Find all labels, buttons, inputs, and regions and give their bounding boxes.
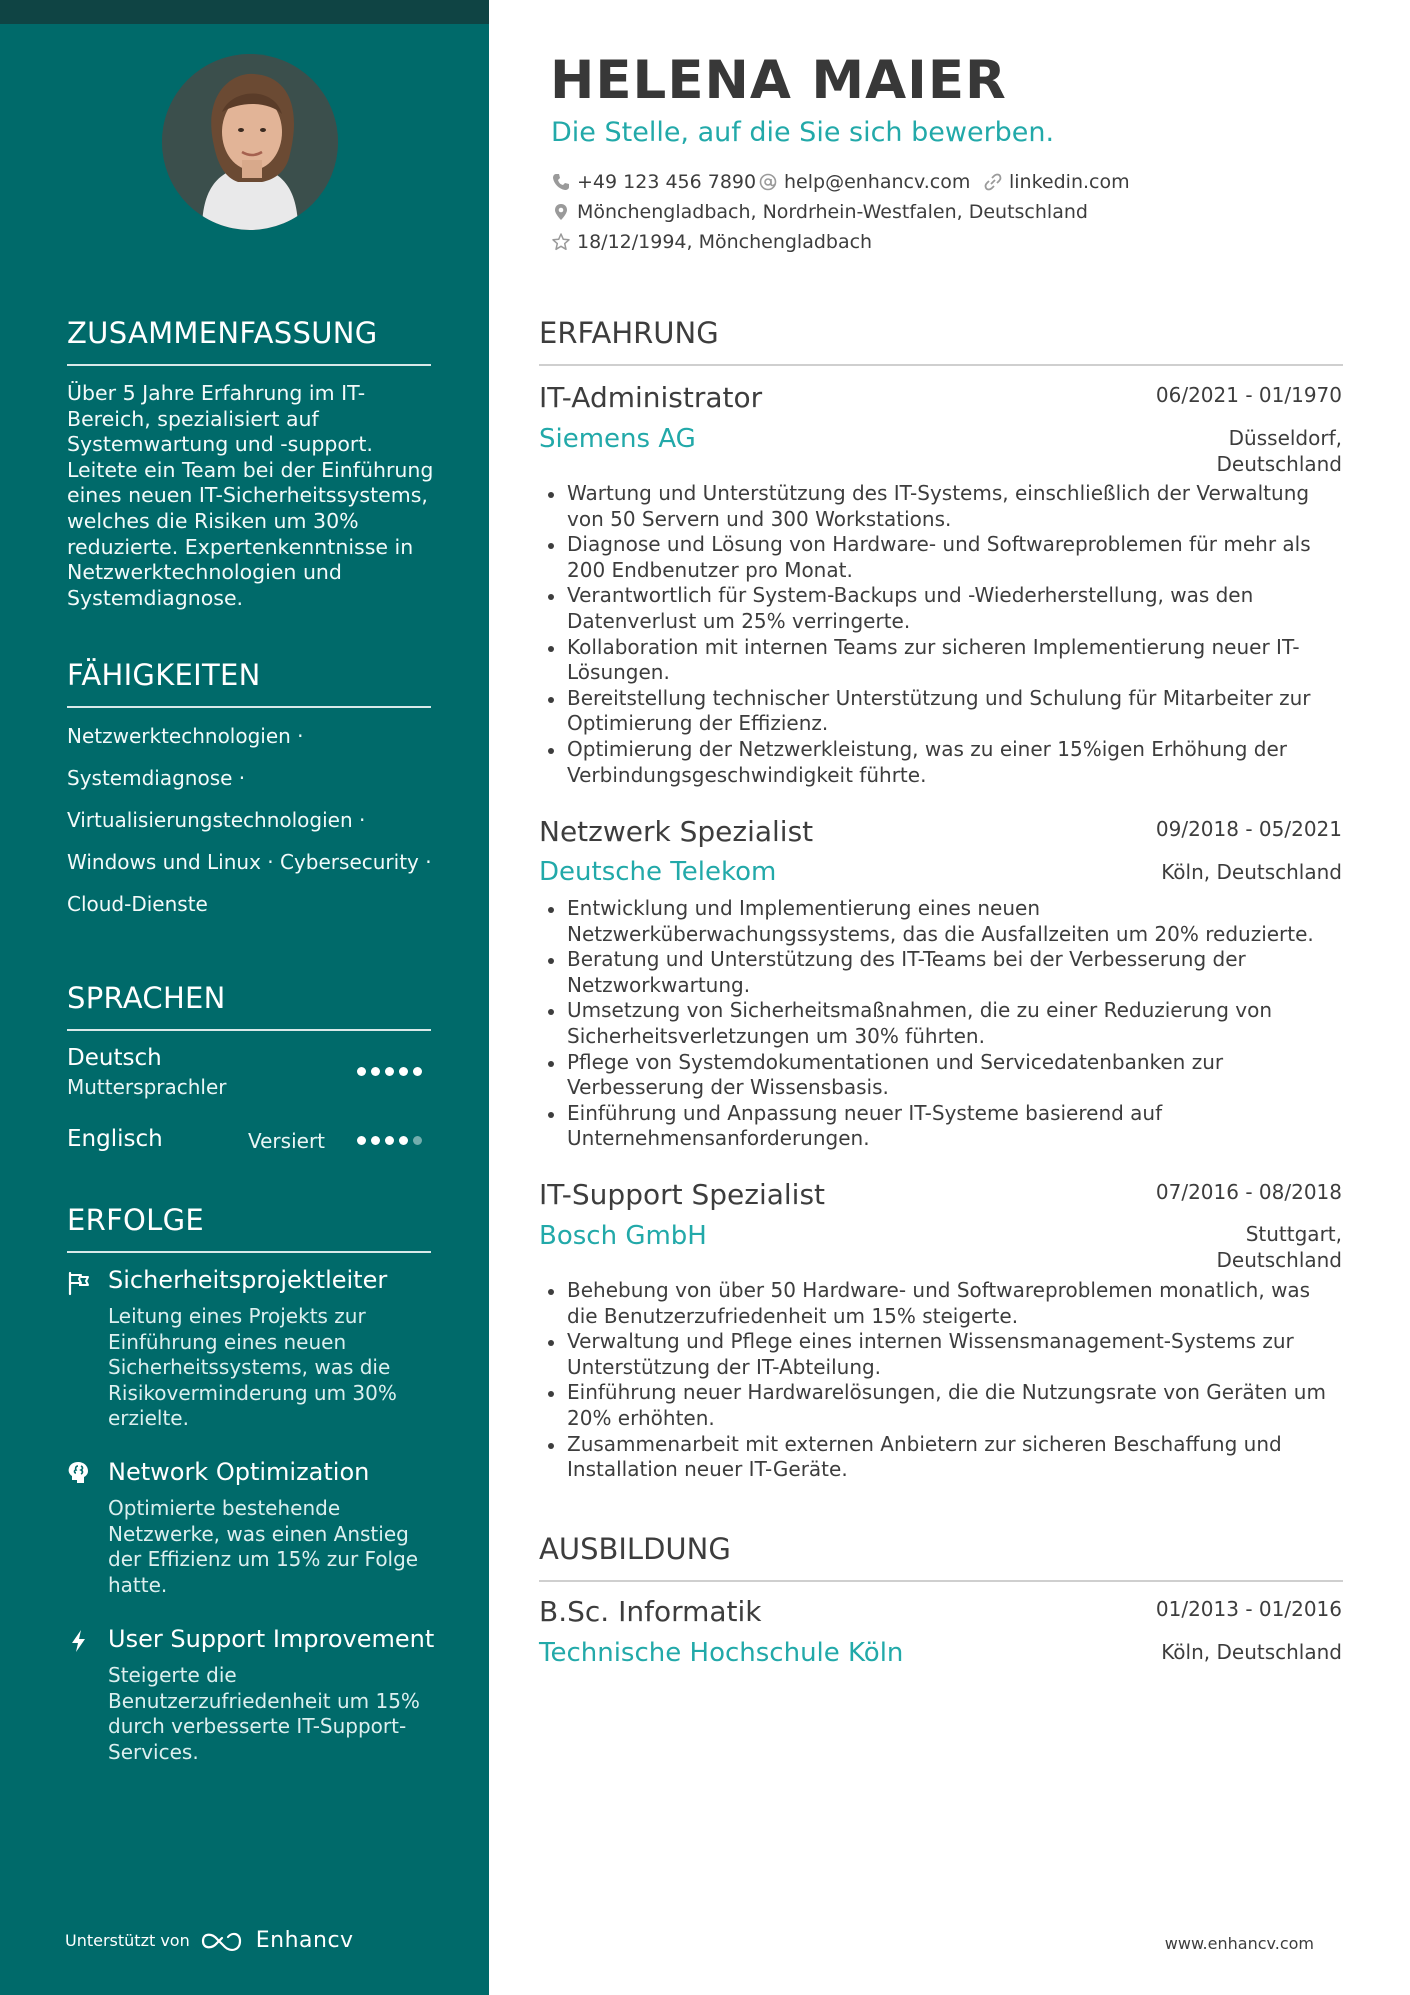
job-company: Bosch GmbH [539, 1221, 707, 1251]
education-location: Köln, Deutschland [1161, 1640, 1342, 1664]
list-item: Verantwortlich für System-Backups und -Wiederherstellung, was den Datenverlust um 25% verringerte. [547, 583, 1337, 634]
link-icon [983, 172, 1003, 192]
sidebar [0, 0, 489, 1995]
list-item: Einführung und Anpassung neuer IT-Systeme basierend auf Unternehmensanforderungen. [547, 1101, 1337, 1152]
list-item: Optimierung der Netzwerkleistung, was zu einer 15%igen Erhöhung der Verbindungsgeschwindigkeit führte. [547, 737, 1337, 788]
at-icon [758, 172, 778, 192]
rating-dot-filled [357, 1136, 366, 1145]
enhancv-brand: Enhancv [255, 1928, 354, 1953]
summary-heading: ZUSAMMENFASSUNG [67, 316, 431, 366]
job-location: Köln, Deutschland [1161, 860, 1342, 884]
rating-dot-filled [371, 1067, 380, 1076]
skill-line: Cloud-Dienste [67, 892, 208, 916]
skill-line: Systemdiagnose · [67, 766, 246, 790]
job-role: IT-Administrator [539, 381, 763, 414]
contact-location [551, 201, 1088, 223]
profile-photo [162, 54, 338, 230]
achievement-title: Network Optimization [108, 1458, 370, 1486]
list-item: Pflege von Systemdokumentationen und Servicedatenbanken zur Verbesserung der Wissensbasis. [547, 1050, 1337, 1101]
sidebar-top-bar [0, 0, 489, 24]
powered-by [65, 1928, 354, 1953]
brain-icon [66, 1460, 92, 1486]
job-bullets [547, 481, 1337, 788]
rating-dot-filled [385, 1067, 394, 1076]
list-item: Verwaltung und Pflege eines internen Wissensmanagement-Systems zur Unterstützung der IT-Abteilung. [547, 1329, 1337, 1380]
education-dates: 01/2013 - 01/2016 [1155, 1597, 1342, 1621]
job-company: Siemens AG [539, 424, 696, 454]
language-level: Versiert [248, 1129, 326, 1153]
rating-dot-filled [371, 1136, 380, 1145]
contact-email[interactable] [758, 171, 970, 193]
rating-dot-filled [385, 1136, 394, 1145]
list-item: Zusammenarbeit mit externen Anbietern zur sicheren Beschaffung und Installation neuer IT-Geräte. [547, 1432, 1337, 1483]
job-location: Stuttgart, Deutschland [1216, 1222, 1342, 1272]
contact-linkedin[interactable] [983, 171, 1130, 193]
language-level: Muttersprachler [67, 1075, 227, 1099]
achievement-description: Steigerte die Benutzerzufriedenheit um 15% durch verbesserte IT-Support-Services. [108, 1663, 420, 1764]
list-item: Entwicklung und Implementierung eines neuen Netzwerküberwachungssystems, das die Ausfallzeiten um 20% reduzierte. [547, 896, 1337, 947]
contact-birth [551, 231, 872, 253]
job-bullets [547, 896, 1337, 1152]
job-location: Düsseldorf, Deutschland [1216, 426, 1342, 476]
list-item: Behebung von über 50 Hardware- und Softwareproblemen monatlich, was die Benutzerzufriedenheit um 15% steigerte. [547, 1278, 1337, 1329]
footer-url[interactable]: www.enhancv.com [1164, 1934, 1314, 1953]
star-icon [551, 232, 571, 252]
rating-dot-filled [399, 1136, 408, 1145]
list-item: Beratung und Unterstützung des IT-Teams bei der Verbesserung der Netzworkwartung. [547, 947, 1337, 998]
achievement-title: User Support Improvement [108, 1625, 435, 1653]
skill-line: Windows und Linux · Cybersecurity · [67, 850, 432, 874]
linkedin-text[interactable]: linkedin.com [1009, 171, 1130, 193]
bolt-icon [66, 1628, 92, 1654]
list-item: Umsetzung von Sicherheitsmaßnahmen, die zu einer Reduzierung von Sicherheitsverletzungen um 30% führten. [547, 998, 1337, 1049]
job-bullets [547, 1278, 1337, 1483]
job-role: Netzwerk Spezialist [539, 815, 814, 848]
achievement-title: Sicherheitsprojektleiter [108, 1266, 388, 1294]
job-dates: 07/2016 - 08/2018 [1155, 1180, 1342, 1204]
phone-text: +49 123 456 7890 [577, 171, 757, 193]
list-item: Diagnose und Lösung von Hardware- und Softwareproblemen für mehr als 200 Endbenutzer pro Monat. [547, 532, 1337, 583]
phone-icon [551, 172, 571, 192]
achievement-description: Optimierte bestehende Netzwerke, was einen Anstieg der Effizienz um 15% zur Folge hatte. [108, 1496, 419, 1597]
location-pin-icon [551, 202, 571, 222]
skill-line: Netzwerktechnologien · [67, 724, 304, 748]
contact-phone [551, 171, 756, 193]
language-rating [357, 1136, 422, 1145]
education-heading: AUSBILDUNG [539, 1532, 1343, 1582]
skill-line: Virtualisierungstechnologien · [67, 808, 366, 832]
languages-heading: SPRACHEN [67, 981, 431, 1031]
target-job-title: Die Stelle, auf die Sie sich bewerben. [551, 117, 1055, 148]
list-item: Einführung neuer Hardwarelösungen, die die Nutzungsrate von Geräten um 20% erhöhten. [547, 1380, 1337, 1431]
enhancv-logo-icon [200, 1929, 246, 1953]
summary-text: Über 5 Jahre Erfahrung im IT-Bereich, spezialisiert auf Systemwartung und -support. Leitete ein Team bei der Einführung eines neuen IT-Sicherheitssystems, welches die Risiken um 30% reduzierte. Expertenkenntnisse in Netzwerktechnologien und Systemdiagnose. [67, 381, 434, 610]
achievement-description: Leitung eines Projekts zur Einführung eines neuen Sicherheitssystems, was die Risikoverminderung um 30% erzielte. [108, 1304, 397, 1431]
language-rating [357, 1067, 422, 1076]
language-name: Englisch [67, 1126, 163, 1152]
job-dates: 09/2018 - 05/2021 [1155, 817, 1342, 841]
job-dates: 06/2021 - 01/1970 [1155, 383, 1342, 407]
experience-heading: ERFAHRUNG [539, 316, 1343, 366]
skills-heading: FÄHIGKEITEN [67, 658, 431, 708]
candidate-name: HELENA MAIER [550, 50, 1007, 111]
language-name: Deutsch [67, 1045, 162, 1071]
birth-text: 18/12/1994, Mönchengladbach [577, 231, 873, 253]
powered-by-label: Unterstützt von [65, 1931, 190, 1950]
education-degree: B.Sc. Informatik [539, 1595, 762, 1628]
rating-dot-filled [357, 1067, 366, 1076]
rating-dot-filled [413, 1067, 422, 1076]
location-text: Mönchengladbach, Nordrhein-Westfalen, Deutschland [577, 201, 1088, 223]
flag-icon [66, 1270, 92, 1296]
education-school: Technische Hochschule Köln [539, 1638, 904, 1668]
list-item: Bereitstellung technischer Unterstützung und Schulung für Mitarbeiter zur Optimierung der Effizienz. [547, 686, 1337, 737]
rating-dot-filled [399, 1067, 408, 1076]
job-company: Deutsche Telekom [539, 857, 777, 887]
achievements-heading: ERFOLGE [67, 1203, 431, 1253]
job-role: IT-Support Spezialist [539, 1178, 826, 1211]
email-text[interactable]: help@enhancv.com [784, 171, 971, 193]
list-item: Kollaboration mit internen Teams zur sicheren Implementierung neuer IT-Lösungen. [547, 635, 1337, 686]
list-item: Wartung und Unterstützung des IT-Systems, einschließlich der Verwaltung von 50 Servern und 300 Workstations. [547, 481, 1337, 532]
rating-dot-empty [413, 1136, 422, 1145]
